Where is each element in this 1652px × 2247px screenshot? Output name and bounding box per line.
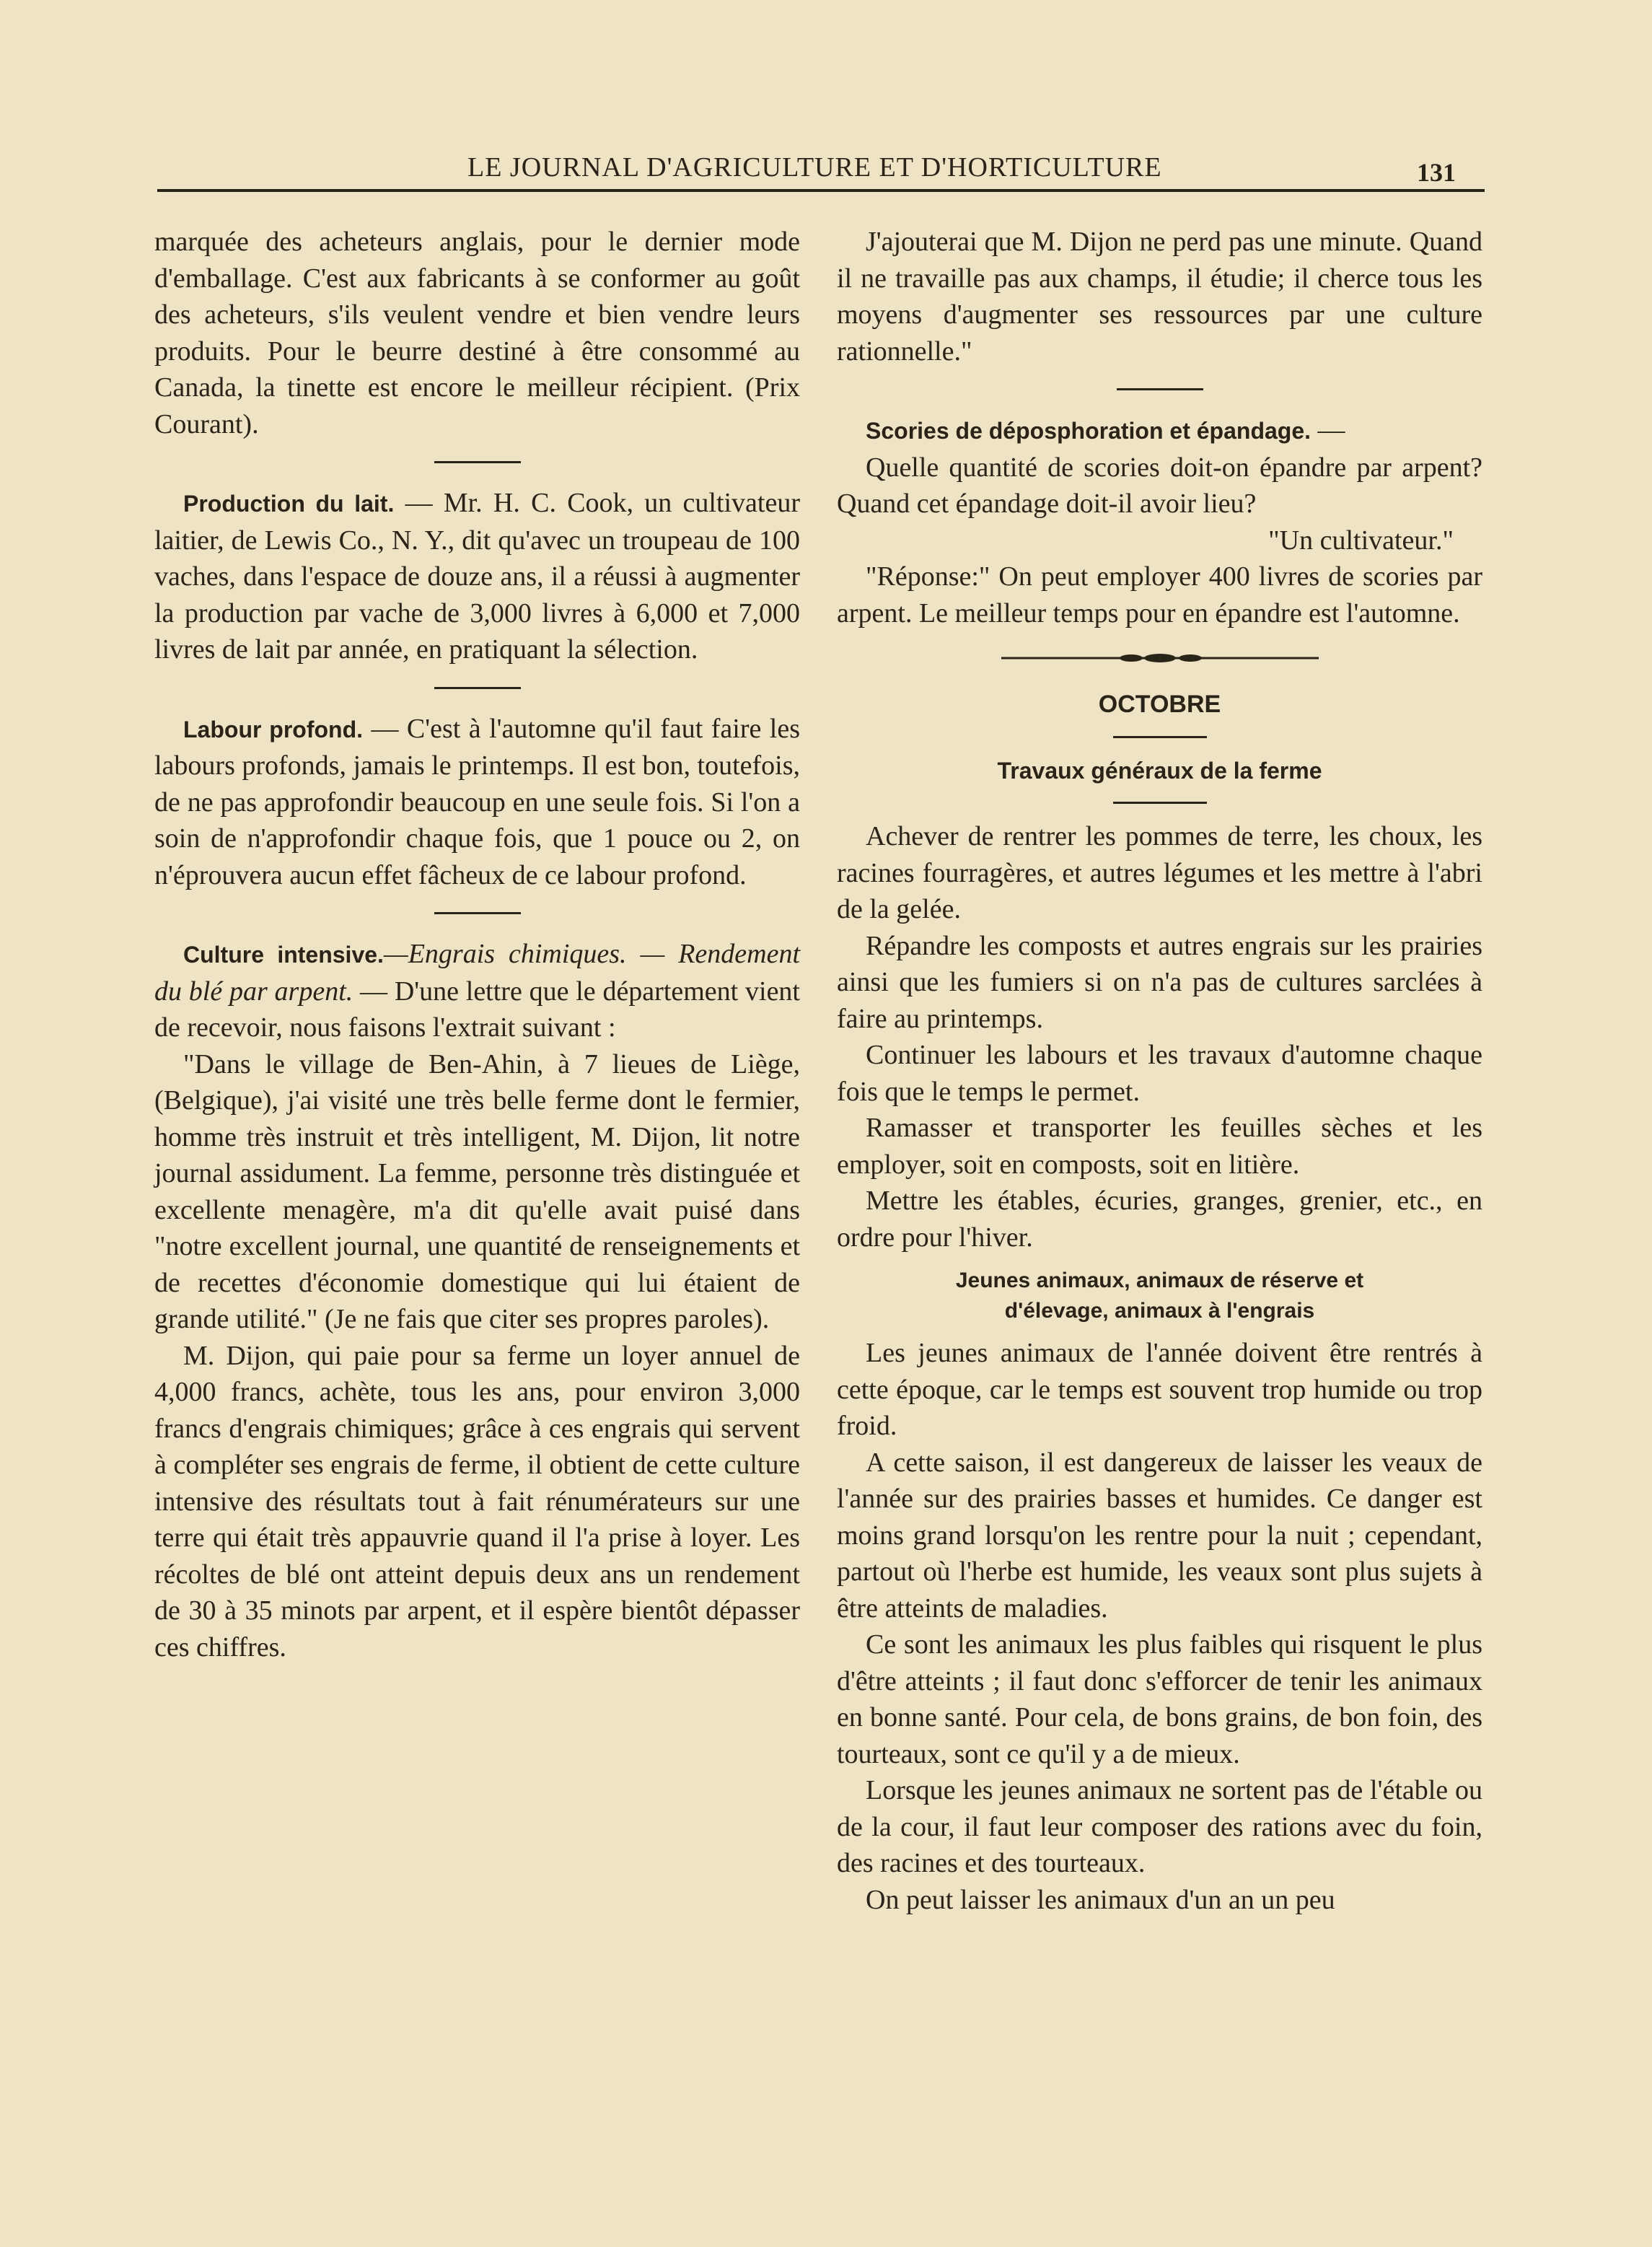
left-column bbox=[154, 224, 800, 1665]
paragraph: M. Dijon, qui paie pour sa ferme un loyer annuel de 4,000 francs, achète, tous les ans, pour environ 3,000 francs d'engrais chimiques; grâce à ces engrais qui servent à compléter ses engrais de ferme, il obtient de cette culture intensive des résultats tout à fait rénumérateurs sur une terre qui était très appauvrie quand il l'a prise à loyer. Les récoltes de blé ont atteint depuis deux ans un rendement de 30 à 35 minots par arpent, et il espère bientôt dépasser ces chiffres. bbox=[154, 1340, 800, 1663]
running-header bbox=[157, 144, 1485, 188]
separator-rule bbox=[434, 912, 521, 914]
paragraph: A cette saison, il est dangereux de laisser les veaux de l'année sur des prairies basses et humides. Ce danger est moins grand lorsqu'on les rentre pour la nuit ; cependant, partout où l'herbe est humide, les veaux sont plus sujets à être atteints de maladies. bbox=[837, 1447, 1482, 1624]
ornament-icon bbox=[1001, 649, 1319, 667]
article-text: — Mr. H. C. Cook, un cultivateur laitier, de Lewis Co., N. Y., dit qu'avec un troupeau de 100 vaches, dans l'espace de douze ans, il a réussi à augmenter la production par vache de 3,000 livres à 6,000 et 7,000 livres de lait par année, en pratiquant la sélection. bbox=[154, 488, 800, 665]
paragraph: On peut laisser les animaux d'un an un peu bbox=[866, 1884, 1335, 1915]
article-culture-intensive bbox=[154, 936, 800, 1046]
right-column bbox=[837, 224, 1482, 1918]
separator-rule bbox=[1113, 736, 1207, 738]
paragraph: Continuer les labours et les travaux d'automne chaque fois que le temps le permet. bbox=[837, 1040, 1482, 1107]
page-number: 131 bbox=[1417, 158, 1456, 187]
paragraph: Répandre les composts et autres engrais sur les prairies ainsi que les fumiers si on n'a pas de cultures sarclées à faire au printemps. bbox=[837, 930, 1482, 1034]
article-text: — D'une lettre que le département vient de recevoir, nous faisons l'extrait suivant : bbox=[154, 976, 800, 1043]
answer-text: "Réponse:" On peut employer 400 livres de scories par arpent. Le meilleur temps pour en épandre est l'automne. bbox=[837, 561, 1482, 628]
separator-rule bbox=[1113, 802, 1207, 804]
paragraph: Les jeunes animaux de l'année doivent être rentrés à cette époque, car le temps est souvent trop humide ou trop froid. bbox=[837, 1338, 1482, 1441]
header-rule bbox=[157, 189, 1485, 192]
section-title-month: OCTOBRE bbox=[1098, 691, 1221, 718]
paragraph: Lorsque les jeunes animaux ne sortent pas de l'étable ou de la cour, il faut leur composer des rations avec du foin, des racines et des tourteaux. bbox=[837, 1775, 1482, 1878]
separator-rule bbox=[434, 687, 521, 689]
run-in-heading: Culture intensive. bbox=[183, 942, 384, 968]
run-in-heading: Production du lait. bbox=[183, 491, 395, 517]
italic-subtitle: —Engrais chimiques. — Rendement du blé par arpent. bbox=[154, 939, 800, 1007]
separator-rule bbox=[1117, 388, 1203, 390]
paragraph: Ramasser et transporter les feuilles sèches et les employer, soit en composts, soit en litière. bbox=[837, 1113, 1482, 1180]
article-scories: Scories de déposphoration et épandage. — bbox=[866, 415, 1345, 445]
article-production-du-lait bbox=[154, 485, 800, 668]
paragraph: J'ajouterai que M. Dijon ne perd pas une minute. Quand il ne travaille pas aux champs, il étudie; il cherce tous les moyens d'augmenter ses ressources par une culture rationnelle." bbox=[837, 227, 1482, 367]
signature: "Un cultivateur." bbox=[1268, 525, 1454, 556]
section-title-travaux: Travaux généraux de la ferme bbox=[997, 757, 1322, 784]
paragraph: marquée des acheteurs anglais, pour le dernier mode d'emballage. C'est aux fabricants à se conformer au goût des acheteurs, s'ils veulent vendre et bien vendre leurs produits. Pour le beurre destiné à être consommé au Canada, la tinette est encore le meilleur récipient. (Prix Courant). bbox=[154, 227, 800, 439]
separator-rule bbox=[434, 461, 521, 463]
journal-title: LE JOURNAL D'AGRICULTURE ET D'HORTICULTURE bbox=[467, 152, 1162, 183]
run-in-heading: Scories de déposphoration et épandage. bbox=[866, 418, 1312, 444]
quoted-letter: "Dans le village de Ben-Ahin, à 7 lieues de Liège, (Belgique), j'ai visité une très belle ferme dont le fermier, homme très instruit et très intelligent, M. Dijon, lit notre journal assidument. La femme, personne très distinguée et excellente menagère, m'a dit qu'elle avait puisé dans "notre excellent journal, une quantité de renseignements et de recettes d'économie domestique qui lui étaient de grande utilité." (Je ne fais que citer ses propres paroles). bbox=[154, 1048, 800, 1334]
paragraph: Achever de rentrer les pommes de terre, les choux, les racines fourragères, et autres légumes et les mettre à l'abri de la gelée. bbox=[837, 821, 1482, 924]
article-text: — C'est à l'automne qu'il faut faire les labours profonds, jamais le printemps. Il est bon, toutefois, de ne pas approfondir beaucoup en une seule fois. Si l'on a soin de n'approfondir chaque fois, que 1 pouce ou 2, on n'éprouvera aucun effet fâcheux de ce labour profond. bbox=[154, 713, 800, 890]
ornamental-divider bbox=[837, 647, 1482, 669]
question-text: Quelle quantité de scories doit-on épandre par arpent? Quand cet épandage doit-il avoir lieu? bbox=[837, 452, 1482, 519]
section-title-jeunes: Jeunes animaux, animaux de réserve et bbox=[955, 1269, 1364, 1292]
section-title-jeunes-line2: d'élevage, animaux à l'engrais bbox=[1004, 1299, 1315, 1323]
paragraph: Mettre les étables, écuries, granges, grenier, etc., en ordre pour l'hiver. bbox=[837, 1186, 1482, 1253]
article-labour-profond bbox=[154, 711, 800, 894]
run-in-heading: Labour profond. bbox=[183, 716, 364, 743]
paragraph: Ce sont les animaux les plus faibles qui risquent le plus d'être atteints ; il faut donc s'efforcer de tenir les animaux en bonne santé. Pour cela, de bons grains, de bon foin, des tourteaux, sont ce qu'il y a de mieux. bbox=[837, 1629, 1482, 1769]
